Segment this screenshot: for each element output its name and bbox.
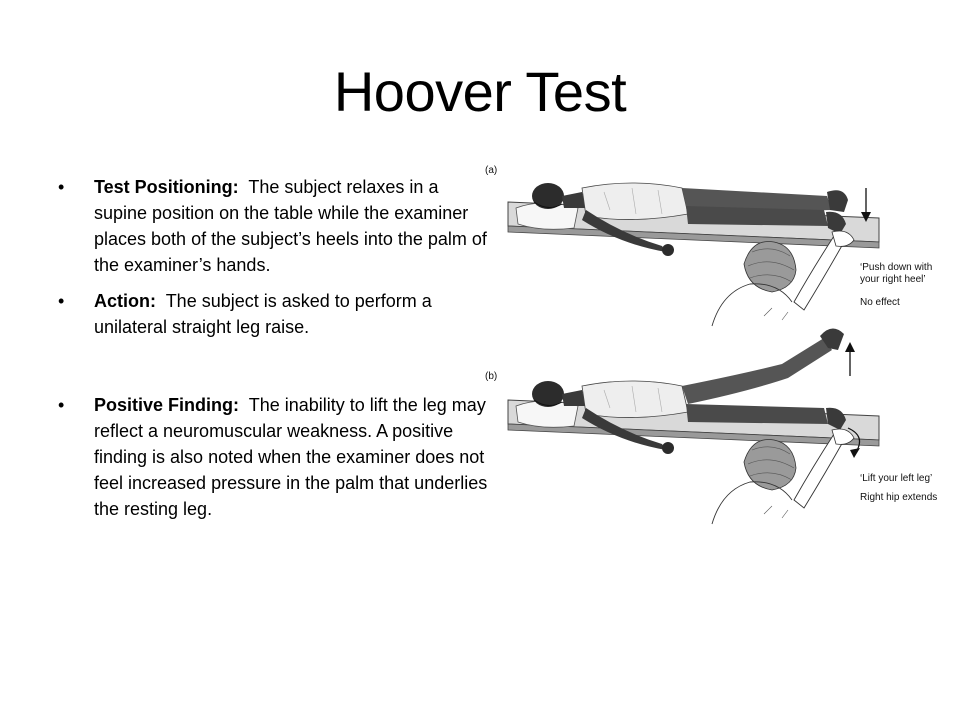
panel-a-label: (a): [485, 165, 498, 176]
bullet-text: The subject relaxes in a supine position on the table while the examiner places both of the subject’s heels into the palm of the examiner’s hands.: [94, 177, 487, 275]
bullet-text: The subject is asked to perform a unilateral straight leg raise.: [94, 291, 432, 337]
slide-title: Hoover Test: [333, 60, 627, 123]
examiner-icon: [712, 231, 854, 326]
examiner-icon: [712, 429, 854, 524]
panel-a-result: No effect: [860, 297, 900, 308]
hoover-test-illustration: [482, 152, 960, 548]
panel-b-result: Right hip extends: [860, 492, 938, 503]
panel-b-instruction: ‘Lift your left leg’: [860, 473, 933, 484]
panel-b-label: (b): [485, 371, 498, 382]
bullet-list: [58, 174, 490, 522]
bullet-marker: •: [58, 291, 65, 311]
bullet-action: [58, 288, 490, 340]
bullet-term: Test Positioning:: [94, 177, 239, 197]
bullet-marker: •: [58, 177, 65, 197]
bullet-text: The inability to lift the leg may reflect a neuromuscular weakness. A positive finding is also noted when the examiner does not feel increased pressure in the palm that underlies the resting leg.: [94, 395, 488, 519]
bullet-term: Action:: [94, 291, 156, 311]
bullet-marker: •: [58, 395, 65, 415]
panel-b: [485, 328, 937, 524]
illustration-svg: [482, 152, 960, 548]
bullet-term: Positive Finding:: [94, 395, 240, 415]
panel-a-instruction: ‘Push down with your right heel’: [860, 262, 933, 285]
panel-a: [485, 165, 932, 326]
arrow-up-icon: [845, 342, 855, 376]
bullet-positive-finding: [58, 392, 490, 522]
bullet-test-positioning: [58, 174, 490, 278]
